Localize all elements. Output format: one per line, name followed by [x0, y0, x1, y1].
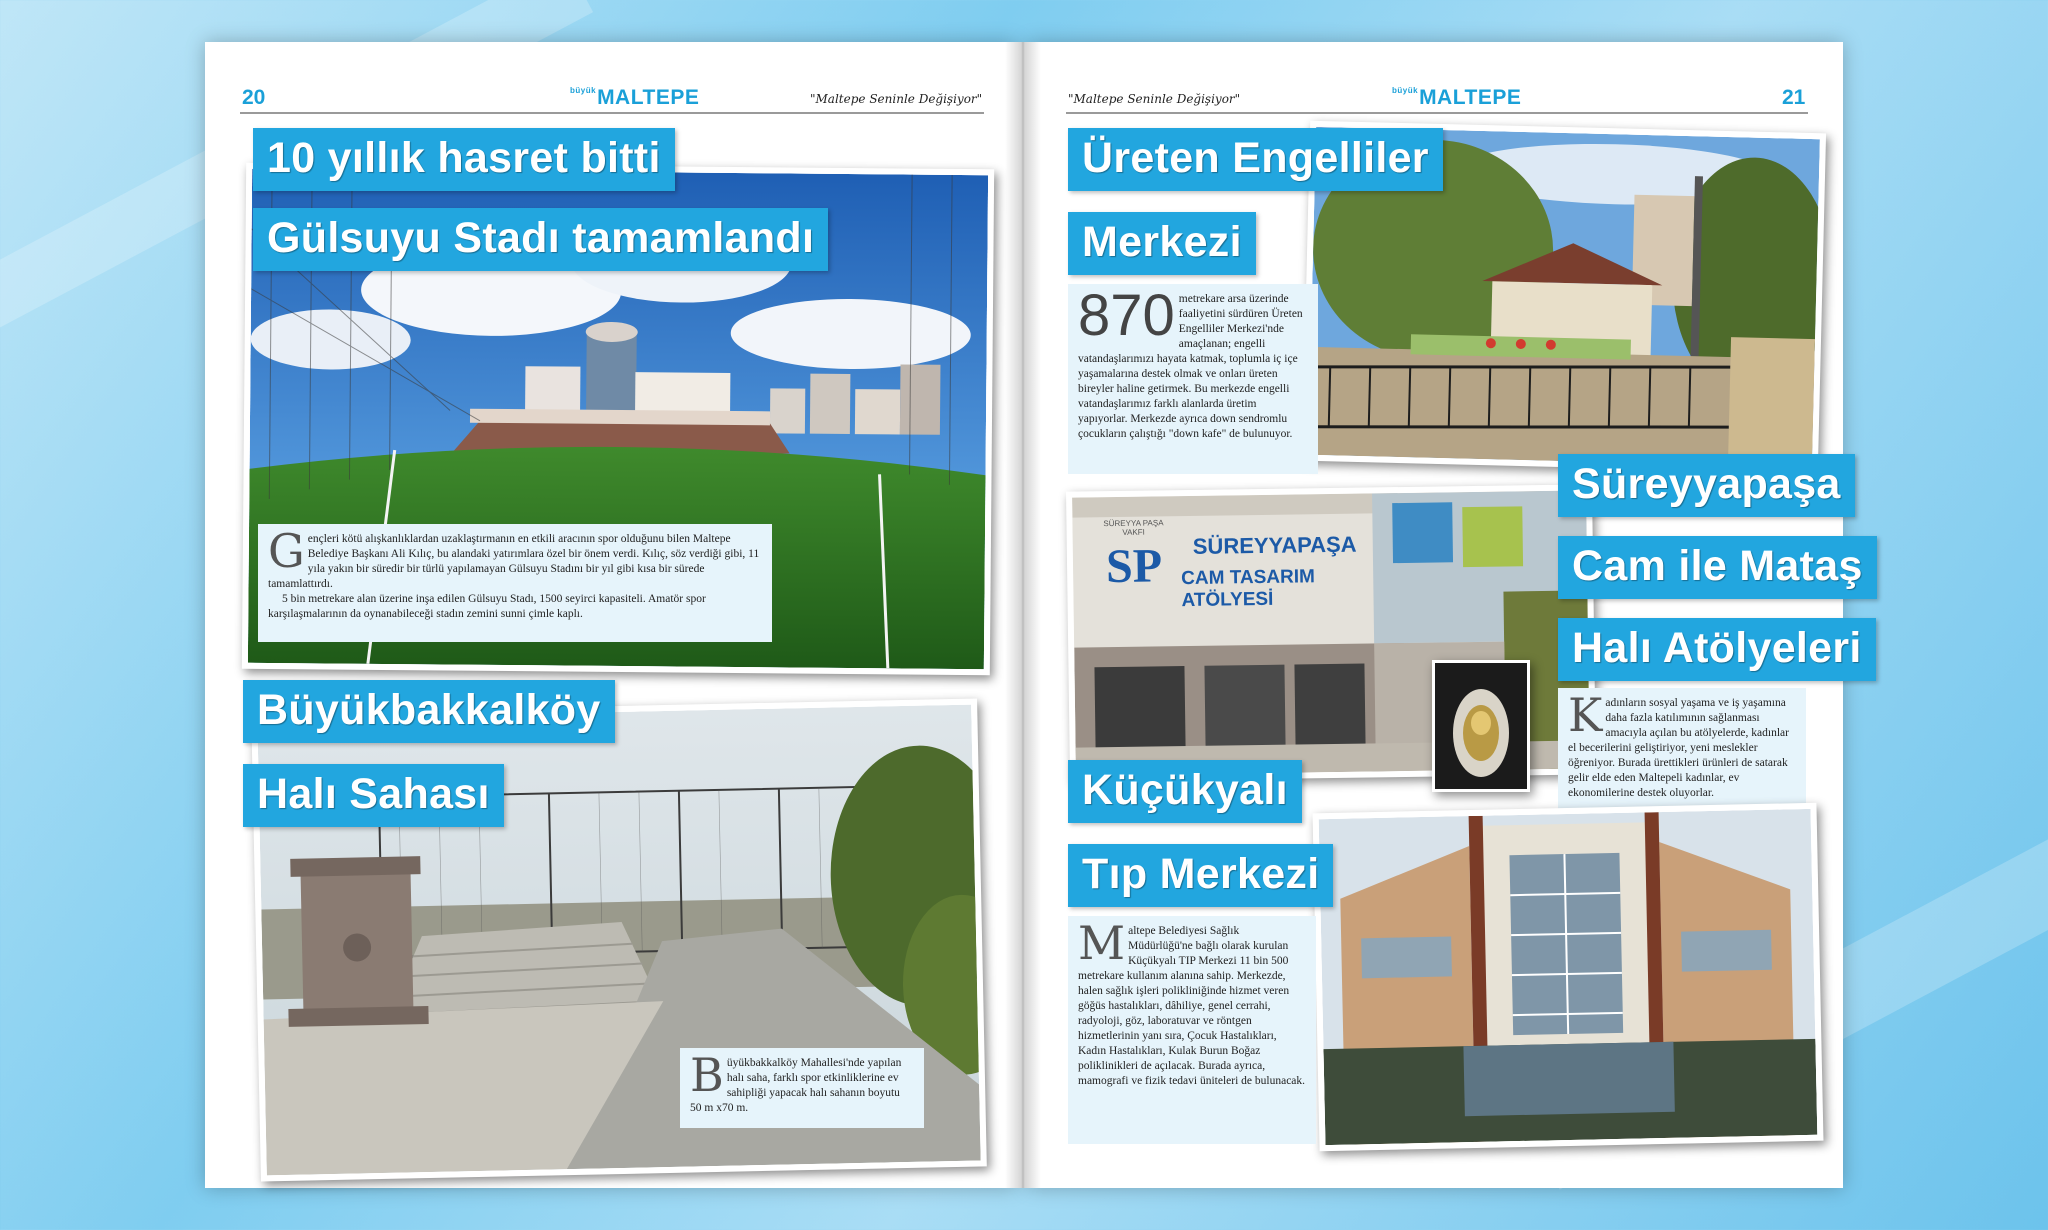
- tipmerkezi-textbox: [1068, 916, 1316, 1144]
- stadium-headline-2: Gülsuyu Stadı tamamlandı: [253, 208, 828, 271]
- slogan-left: "Maltepe Seninle Değişiyor": [810, 92, 983, 106]
- tipmerkezi-text: altepe Belediyesi Sağlık Müdürlüğü'ne bağlı olarak kurulan Küçükyalı TIP Merkezi 11 bin 500 metrekare kullanım alanına sahip. Merkezde, halen sağlık işleri polikliniğinde hizmet veren göğüs hastalıkları, dâhiliye, genel cerrahi, radyoloji, göz, laboratuvar ve röntgen hizmetlerinin yanı sıra, Çocuk Hastalıkları, Kadın Hastalıkları, Kulak Burun Boğaz poliklinikleri de açılacak. Burada ayrıca, mamografi ve fizik tedavi üniteleri de bulunacak.: [1078, 925, 1306, 1087]
- halisaha-text: üyükbakkalköy Mahallesi'nde yapılan halı saha, farklı spor etkinliklerine ev sahipliği yapacak halı sahanın boyutu 50 m x70 m.: [690, 1057, 902, 1114]
- halisaha-textbox: [680, 1048, 924, 1128]
- sign-small-text: SÜREYYA PAŞA VAKFI: [1103, 518, 1164, 537]
- glass-art-photo: [1432, 660, 1530, 792]
- tipmerkezi-headline-1: Küçükyalı: [1068, 760, 1302, 823]
- sureyyapasa-sign: [1092, 515, 1384, 629]
- tipmerkezi-illustration: [1319, 809, 1818, 1145]
- page-number-right: 21: [1782, 86, 1806, 109]
- sureyyapasa-text: adınların sosyal yaşama ve iş yaşamına daha fazla katılımının sağlanması amacıyla açılan bu atölyelerde, kadınlar el becerilerini geliştiriyor, yeni meslekler öğreniyor. Burada ürettikleri ürünleri de satarak gelir elde eden Maltepeli kadınlar, ev ekonomilerine destek oluyorlar.: [1568, 697, 1789, 799]
- logo-prefix: büyük: [570, 86, 597, 95]
- sign-line-1: SÜREYYAPAŞA: [1192, 531, 1357, 559]
- engelliler-headline-2: Merkezi: [1068, 212, 1256, 275]
- sureyyapasa-dropcap: K: [1568, 688, 1603, 742]
- halisaha-headline-1: Büyükbakkalköy: [243, 680, 615, 743]
- sign-logo-block: [1092, 518, 1175, 619]
- stadium-dropcap: G: [268, 524, 305, 578]
- engelliler-headline-1: Üreten Engelliler: [1068, 128, 1443, 191]
- stadium-paragraph-1: ençleri kötü alışkanlıklardan uzaklaştırmanın en etkili aracının spor olduğunu bilen Maltepe Belediye Başkanı Ali Kılıç, bu alandaki yatırımlara özel bir önem verdi. Kılıç, söz verdiği gibi, 11 yıla yakın bir süredir bir türlü yapılamayan Gülsuyu Stadını bir yıl gibi kısa bir sürede tamamlattırdı.: [268, 533, 760, 590]
- glass-art-illustration: [1435, 663, 1527, 789]
- tipmerkezi-dropcap: M: [1078, 916, 1126, 970]
- stadium-headline-1: 10 yıllık hasret bitti: [253, 128, 675, 191]
- header-rule-right: [1066, 112, 1808, 114]
- halisaha-dropcap: B: [690, 1048, 724, 1102]
- stadium-textbox: [258, 524, 772, 642]
- sign-sp-logo: SP: [1105, 539, 1163, 594]
- sureyyapasa-headline-1: Süreyyapaşa: [1558, 454, 1855, 517]
- halisaha-headline-2: Halı Sahası: [243, 764, 504, 827]
- sign-line-2: CAM TASARIM ATÖLYESİ: [1181, 566, 1316, 612]
- header-rule-left: [240, 112, 984, 114]
- tipmerkezi-photo: [1313, 803, 1824, 1151]
- sureyyapasa-headline-3: Halı Atölyeleri: [1558, 618, 1876, 681]
- glass-art-scene: [1435, 663, 1527, 789]
- page-number-left: 20: [242, 86, 266, 109]
- tipmerkezi-scene: [1319, 809, 1818, 1145]
- engelliler-textbox: [1068, 284, 1318, 474]
- sureyyapasa-headline-2: Cam ile Mataş: [1558, 536, 1877, 599]
- logo-right: [1392, 86, 1521, 110]
- tipmerkezi-headline-2: Tıp Merkezi: [1068, 844, 1333, 907]
- page-gutter: [1005, 42, 1041, 1188]
- logo-left: [570, 86, 699, 110]
- logo-text: MALTEPE: [597, 86, 700, 109]
- engelliler-bignum: 870: [1078, 283, 1175, 348]
- logo-prefix: büyük: [1392, 86, 1419, 95]
- stadium-paragraph-2: 5 bin metrekare alan üzerine inşa edilen Gülsuyu Stadı, 1500 seyirci kapasiteli. Amatör spor karşılaşmalarının da oynanabileceği stadın zemini sunni çimle kaplı.: [268, 593, 706, 620]
- logo-text: MALTEPE: [1419, 86, 1522, 109]
- engelliler-text: metrekare arsa üzerinde faaliyetini sürdüren Üreten Engelliler Merkezi'nde amaçlanan; engelli vatandaşlarımızı hayata katmak, toplumla iç içe yaşamalarına destek olmak ve onları üreten bireyler haline getirmek. Bu merkezde engelli vatandaşlarımız farklı alanlarda üretim yapıyorlar. Merkezde ayrıca down sendromlu çocukların çalıştığı "down kafe" de bulunuyor.: [1078, 293, 1303, 440]
- slogan-right: "Maltepe Seninle Değişiyor": [1068, 92, 1241, 106]
